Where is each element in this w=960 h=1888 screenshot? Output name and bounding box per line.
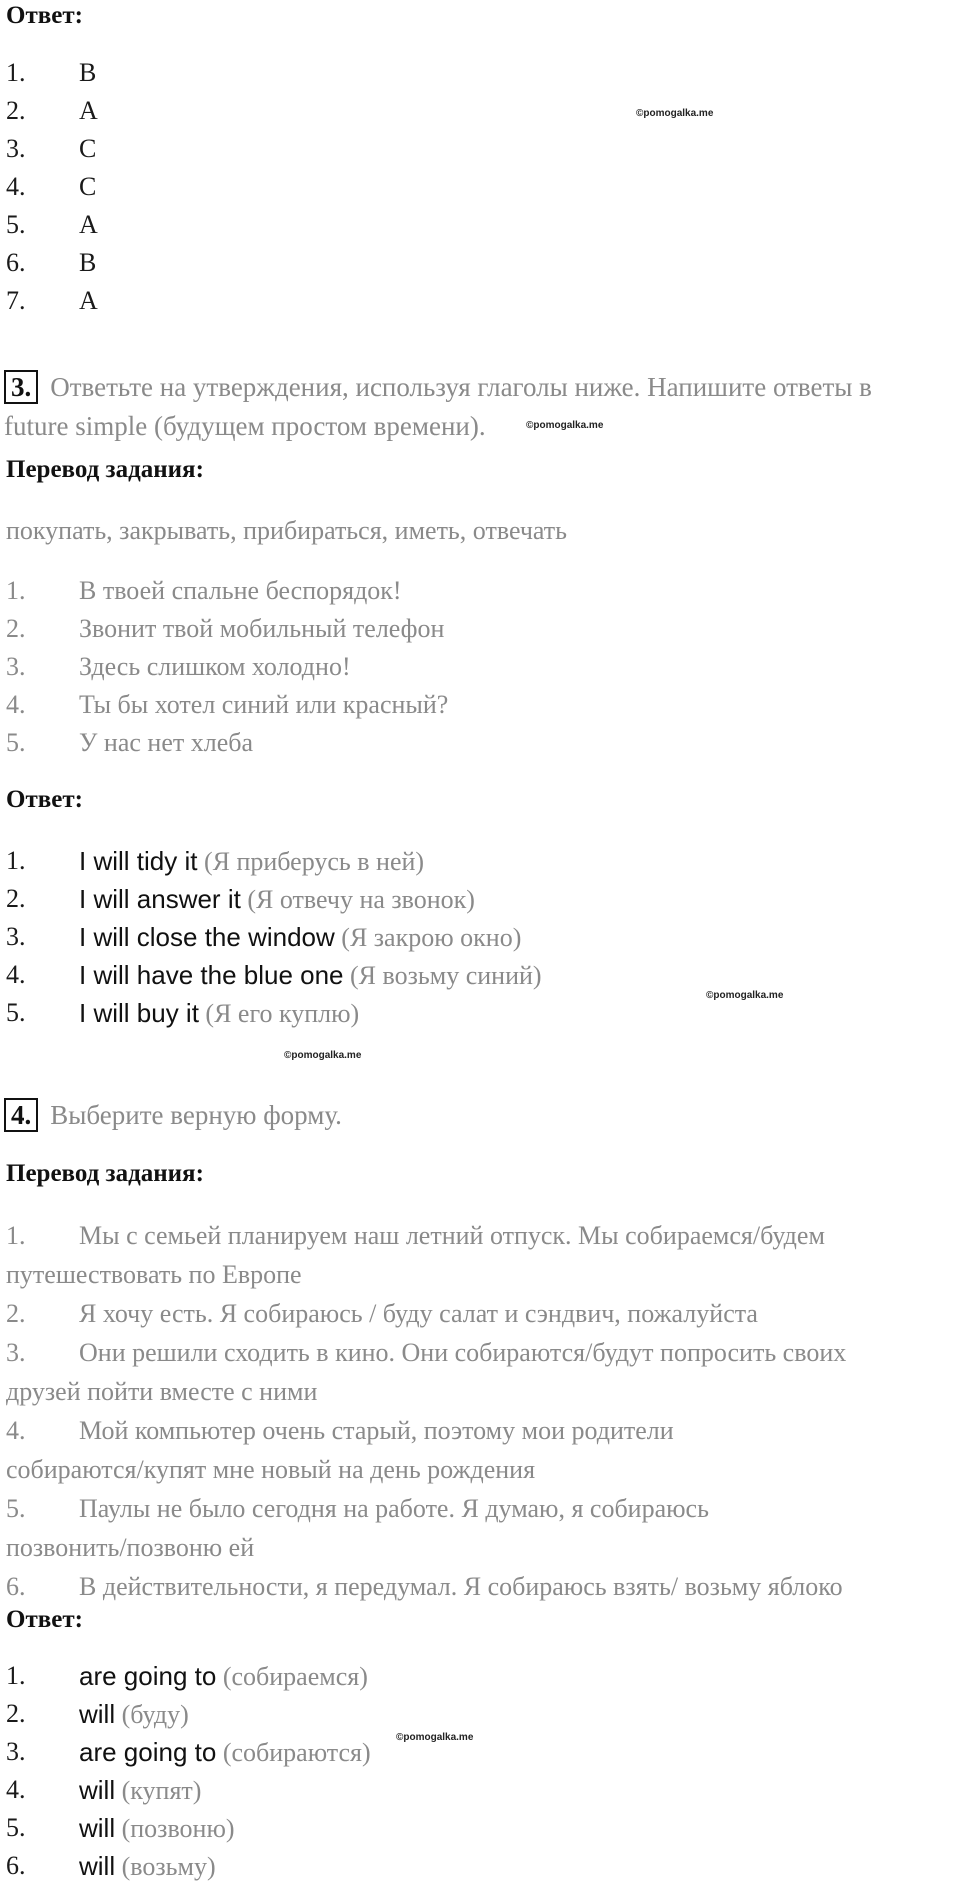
answer-english: I will answer it: [79, 884, 241, 914]
answer-translation: (собираются): [222, 1738, 371, 1767]
item-text-line1: Они решили сходить в кино. Они собираются/будут попросить своих: [79, 1338, 847, 1367]
item-number: 2.: [6, 884, 26, 913]
answer-english: I will buy it: [79, 998, 199, 1028]
watermark: ©pomogalka.me: [636, 108, 714, 119]
answer-translation: (позвоню): [121, 1814, 235, 1843]
item-number: 4.: [6, 690, 26, 719]
task-item: [6, 1216, 956, 1294]
answer-translation: (Я закрою окно): [341, 923, 522, 952]
item-number: 5.: [6, 1494, 26, 1523]
task-text: Выберите верную форму.: [50, 1100, 342, 1130]
item-value: A: [79, 210, 98, 239]
item-value: A: [79, 96, 98, 125]
watermark: ©pomogalka.me: [526, 420, 604, 431]
item-value: B: [79, 58, 97, 87]
task-item: [6, 1333, 956, 1411]
item-number: 2.: [6, 614, 26, 643]
answer-translation: (Я отвечу на звонок): [247, 885, 475, 914]
item-text-line2: друзей пойти вместе с ними: [6, 1377, 318, 1406]
item-value: A: [79, 286, 98, 315]
item-text-line2: собираются/купят мне новый на день рождения: [6, 1455, 536, 1484]
answer-translation: (Я возьму синий): [350, 961, 542, 990]
item-number: 4.: [6, 1775, 26, 1804]
item-text: В твоей спальне беспорядок!: [79, 576, 402, 605]
answer-translation: (купят): [121, 1776, 202, 1805]
answer-english: will: [79, 1813, 116, 1843]
answer-heading: Ответ:: [6, 1606, 83, 1633]
answer-english: are going to: [79, 1737, 217, 1767]
verb-list: покупать, закрывать, прибираться, иметь, отвечать: [6, 516, 567, 545]
item-text: Здесь слишком холодно!: [79, 652, 351, 681]
item-number: 3.: [6, 922, 26, 951]
task-item: [6, 1411, 956, 1489]
item-number: 1.: [6, 58, 26, 87]
answer-translation: (Я его куплю): [205, 999, 360, 1028]
item-text-line1: В действительности, я передумал. Я собираюсь взять/ возьму яблоко: [79, 1572, 843, 1601]
task-item: [6, 1489, 956, 1567]
answer-english: will: [79, 1699, 116, 1729]
item-number: 1.: [6, 576, 26, 605]
item-text: У нас нет хлеба: [79, 728, 254, 757]
item-number: 3.: [6, 652, 26, 681]
item-value: C: [79, 134, 97, 163]
answer-translation: (собираемся): [222, 1662, 368, 1691]
answer-translation: (Я приберусь в ней): [203, 847, 425, 876]
item-number: 6.: [6, 1851, 26, 1880]
item-number: 2.: [6, 96, 26, 125]
item-number: 1.: [6, 846, 26, 875]
item-number: 5.: [6, 1813, 26, 1842]
item-number: 3.: [6, 1737, 26, 1766]
item-text-line2: позвонить/позвоню ей: [6, 1533, 255, 1562]
answer-translation: (буду): [121, 1700, 189, 1729]
answer-english: will: [79, 1851, 116, 1881]
task-item: [6, 1294, 956, 1333]
translation-heading: Перевод задания:: [6, 1160, 204, 1187]
item-text-line1: Паулы не было сегодня на работе. Я думаю, я собираюсь: [79, 1494, 709, 1523]
item-number: 4.: [6, 960, 26, 989]
item-text-line1: Мы с семьей планируем наш летний отпуск. Мы собираемся/будем: [79, 1221, 825, 1250]
item-number: 4.: [6, 1416, 26, 1445]
answer-translation: (возьму): [121, 1852, 216, 1881]
item-number: 1.: [6, 1661, 26, 1690]
item-number: 3.: [6, 1338, 26, 1367]
task-text-line1: Ответьте на утверждения, используя глаголы ниже. Напишите ответы в: [50, 372, 872, 402]
answer-heading: Ответ:: [6, 786, 83, 813]
item-number: 2.: [6, 1299, 26, 1328]
item-text-line1: Я хочу есть. Я собираюсь / буду салат и сэндвич, пожалуйста: [79, 1299, 758, 1328]
item-number: 2.: [6, 1699, 26, 1728]
task-text-line2: future simple (будущем простом времени).: [4, 411, 486, 441]
item-text-line1: Мой компьютер очень старый, поэтому мои родители: [79, 1416, 674, 1445]
task-3-statement: [4, 368, 954, 446]
task-item: [6, 1567, 956, 1606]
watermark: ©pomogalka.me: [706, 990, 784, 1001]
task-4-statement: [4, 1096, 954, 1135]
item-number: 5.: [6, 998, 26, 1027]
item-number: 7.: [6, 286, 26, 315]
item-value: B: [79, 248, 97, 277]
item-number: 6.: [6, 248, 26, 277]
item-text: Ты бы хотел синий или красный?: [79, 690, 449, 719]
answer-english: I will close the window: [79, 922, 335, 952]
item-text-line2: путешествовать по Европе: [6, 1260, 302, 1289]
translation-heading: Перевод задания:: [6, 456, 204, 483]
item-number: 6.: [6, 1572, 26, 1601]
answer-english: are going to: [79, 1661, 217, 1691]
item-number: 5.: [6, 210, 26, 239]
watermark: ©pomogalka.me: [396, 1732, 474, 1743]
item-number: 5.: [6, 728, 26, 757]
task-number-badge: 4.: [4, 1098, 38, 1132]
watermark: ©pomogalka.me: [284, 1050, 362, 1061]
item-number: 1.: [6, 1221, 26, 1250]
item-number: 3.: [6, 134, 26, 163]
item-number: 4.: [6, 172, 26, 201]
answer-english: I will have the blue one: [79, 960, 344, 990]
answer-heading: Ответ:: [6, 2, 83, 29]
answer-english: I will tidy it: [79, 846, 198, 876]
item-value: C: [79, 172, 97, 201]
task-number-badge: 3.: [4, 370, 38, 404]
item-text: Звонит твой мобильный телефон: [79, 614, 445, 643]
answer-english: will: [79, 1775, 116, 1805]
